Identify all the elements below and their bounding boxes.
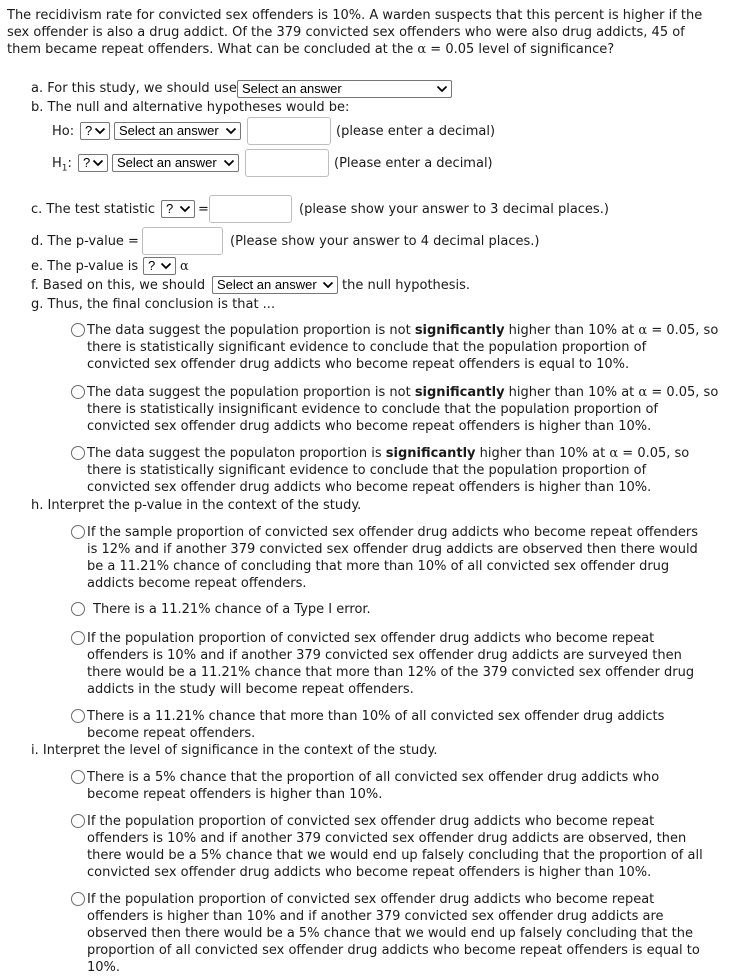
conclusion-option-1-text: The data suggest the population proportion is not significantly higher than 10% at α = 0.05, so there is statistically significant evidence to conclude that the population proportion of convicted sex offender drug addicts who become repeat offenders is equal to 10%. bbox=[87, 323, 719, 372]
pvalue-interp-option-2-text: There is a 11.21% chance of a Type I error. bbox=[93, 602, 371, 617]
h1-label: $H_1$: bbox=[52, 156, 72, 174]
intro-line-3: them became repeat offenders. What can be concluded at the α = 0.05 level of significance? bbox=[7, 42, 615, 57]
alpha-symbol: α bbox=[180, 259, 189, 274]
question-intro bbox=[7, 7, 737, 58]
chevron-down-icon bbox=[94, 127, 106, 135]
p-value-input[interactable] bbox=[142, 227, 223, 255]
conclusion-option-1-radio[interactable] bbox=[71, 323, 85, 337]
decision-select[interactable]: Select an answer bbox=[212, 276, 338, 294]
equals-sign: = bbox=[198, 202, 209, 217]
pvalue-interp-option-1-radio[interactable] bbox=[71, 525, 85, 539]
part-a-label: a. For this study, we should use bbox=[31, 81, 237, 96]
p-value-comparison-select[interactable]: ? bbox=[143, 257, 176, 275]
alpha-symbol: α bbox=[609, 446, 619, 461]
h1-parameter-select[interactable]: ? bbox=[78, 154, 108, 172]
pvalue-interp-option-4-text: There is a 11.21% chance that more than 10% of all convicted sex offender drug addicts become repeat offenders. bbox=[87, 709, 665, 741]
part-c-hint: (please show your answer to 3 decimal places.) bbox=[299, 202, 609, 217]
h1-hint: (Please enter a decimal) bbox=[334, 156, 493, 171]
h0-relation-select[interactable]: Select an answer bbox=[114, 122, 241, 140]
chevron-down-icon bbox=[179, 205, 191, 213]
chevron-down-icon bbox=[92, 159, 104, 167]
pvalue-interp-option-1-text: If the sample proportion of convicted sex offender drug addicts who become repeat offenders is 12% and if another 379 convicted sex offender drug addicts are observed then there would be a 11.21% chance of concluding that more than 10% of all convicted sex offender drug addicts become repeat offenders. bbox=[87, 525, 699, 591]
h1-relation-select[interactable]: Select an answer bbox=[112, 154, 239, 172]
intro-line-2: sex offender is also a drug addict. Of the 379 convicted sex offenders who were also drug addicts, 45 of bbox=[7, 25, 685, 40]
h0-value-input[interactable] bbox=[247, 117, 331, 145]
intro-line-1: The recidivism rate for convicted sex offenders is 10%. A warden suspects that this percent is higher if the bbox=[7, 8, 703, 23]
chevron-down-icon bbox=[436, 85, 448, 93]
test-statistic-input[interactable] bbox=[209, 195, 292, 223]
significance-interp-option-2-radio[interactable] bbox=[71, 814, 85, 828]
alpha-symbol: α bbox=[638, 385, 648, 400]
part-d-label: d. The p-value = bbox=[31, 234, 139, 249]
h0-label: Ho: bbox=[52, 124, 75, 139]
part-e-label: e. The p-value is bbox=[31, 259, 139, 274]
study-type-select[interactable] bbox=[237, 80, 452, 98]
conclusion-option-3-text: The data suggest the populaton proportion is significantly higher than 10% at α = 0.05, so there is statistically significant evidence to conclude that the population proportion of convicted sex offender drug addicts who become repeat offenders is higher than 10%. bbox=[87, 446, 690, 495]
significance-interp-option-3-text: If the population proportion of convicted sex offender drug addicts who become repeat offenders is higher than 10% and if another 379 convicted sex offender drug addicts are observed then there would be a 5% chance that we would end up falsely concluding that the proportion of all convicted sex offender drug addicts who become repeat offenders is equal to 10%. bbox=[87, 892, 700, 975]
h0-hint: (please enter a decimal) bbox=[336, 124, 496, 139]
chevron-down-icon bbox=[223, 159, 235, 167]
alpha-symbol: α bbox=[638, 323, 648, 338]
part-f-label: f. Based on this, we should bbox=[31, 278, 206, 293]
conclusion-option-2-radio[interactable] bbox=[71, 385, 85, 399]
part-f-tail: the null hypothesis. bbox=[342, 278, 471, 293]
conclusion-option-3-radio[interactable] bbox=[71, 446, 85, 460]
h0-parameter-select[interactable]: ? bbox=[80, 122, 110, 140]
pvalue-interp-option-4-radio[interactable] bbox=[71, 709, 85, 723]
chevron-down-icon bbox=[225, 127, 237, 135]
conclusion-option-2-text: The data suggest the population proportion is not significantly higher than 10% at α = 0.05, so there is statistically insignificant evidence to conclude that the population proportion of convicted sex offender drug addicts who become repeat offenders is higher than 10%. bbox=[87, 385, 719, 434]
significance-interp-option-2-text: If the population proportion of convicted sex offender drug addicts who become repeat offenders is 10% and if another 379 convicted sex offender drug addicts are observed, then there would be a 5% chance that we would end up falsely concluding that the proportion of all convicted sex offender drug addicts who become repeat offenders is higher than 10%. bbox=[87, 814, 703, 880]
alpha-symbol: α bbox=[417, 42, 427, 57]
part-i-label: i. Interpret the level of significance in the context of the study. bbox=[31, 743, 438, 758]
test-statistic-select[interactable]: ? bbox=[161, 200, 195, 218]
pvalue-interp-option-3-text: If the population proportion of convicted sex offender drug addicts who become repeat offenders is 10% and if another 379 convicted sex offender drug addicts are surveyed then there would be a 11.21% chance that more than 12% of the 379 convicted sex offender drug addicts in the study will become repeat offenders. bbox=[87, 631, 695, 697]
part-c-label: c. The test statistic bbox=[31, 202, 155, 217]
h1-value-input[interactable] bbox=[245, 149, 329, 177]
study-type-select-value: Select an answer bbox=[242, 81, 342, 96]
significance-interp-option-3-radio[interactable] bbox=[71, 892, 85, 906]
chevron-down-icon bbox=[322, 281, 334, 289]
significance-interp-option-1-text: There is a 5% chance that the proportion of all convicted sex offender drug addicts who become repeat offenders is higher than 10%. bbox=[87, 770, 660, 802]
part-h-label: h. Interpret the p-value in the context of the study. bbox=[31, 498, 362, 513]
significance-interp-option-1-radio[interactable] bbox=[71, 770, 85, 784]
chevron-down-icon bbox=[160, 262, 172, 270]
part-b-label: b. The null and alternative hypotheses would be: bbox=[31, 100, 350, 115]
pvalue-interp-option-2-radio[interactable] bbox=[71, 602, 85, 616]
pvalue-interp-option-3-radio[interactable] bbox=[71, 631, 85, 645]
part-g-label: g. Thus, the final conclusion is that ... bbox=[31, 297, 276, 312]
part-d-hint: (Please show your answer to 4 decimal places.) bbox=[230, 234, 540, 249]
